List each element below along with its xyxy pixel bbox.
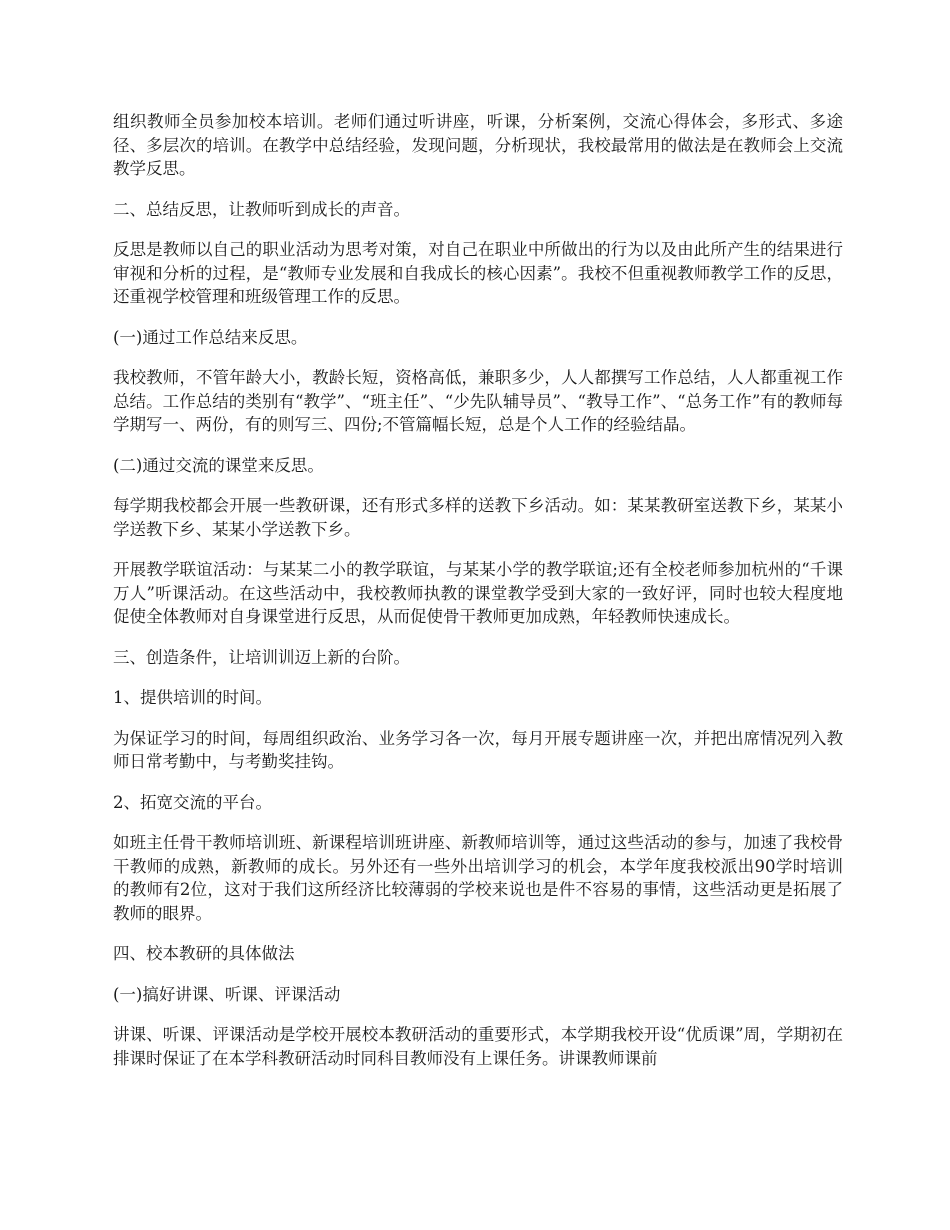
section-heading: 二、总结反思，让教师听到成长的声音。	[113, 199, 410, 219]
body-paragraph: 反思是教师以自己的职业活动为思考对策，对自己在职业中所做出的行为以及由此所产生的结果进行审视和分析的过程，是“教师专业发展和自我成长的核心因素”。我校不但重视教师教学工作的反思，还重视学校管理和班级管理工作的反思。	[113, 240, 843, 306]
subsection-heading: (一)搞好讲课、听课、评课活动	[113, 984, 341, 1004]
body-paragraph: 每学期我校都会开展一些教研课，还有形式多样的送教下乡活动。如：某某教研室送教下乡，某某小学送教下乡、某某小学送教下乡。	[113, 496, 843, 539]
body-paragraph: 我校教师，不管年龄大小，教龄长短，资格高低，兼职多少，人人都撰写工作总结，人人都重视工作总结。工作总结的类别有“教学”、“班主任”、“少先队辅导员”、“教导工作”、“总务工作”有的教师每学期写一、两份，有的则写三、四份;不管篇幅长短，总是个人工作的经验结晶。	[113, 368, 843, 434]
body-paragraph: 组织教师全员参加校本培训。老师们通过听讲座，听课，分析案例，交流心得体会，多形式、多途径、多层次的培训。在教学中总结经验，发现问题，分析现状，我校最常用的做法是在教师会上交流教学反思。	[113, 112, 843, 178]
subsection-heading: 2、拓宽交流的平台。	[113, 792, 272, 812]
subsection-heading: (一)通过工作总结来反思。	[113, 327, 308, 347]
section-heading: 四、校本教研的具体做法	[113, 944, 295, 963]
section-heading: 三、创造条件，让培训训迈上新的台阶。	[113, 647, 410, 667]
subsection-heading: 1、提供培训的时间。	[113, 688, 272, 707]
body-paragraph: 讲课、听课、评课活动是学校开展校本教研活动的重要形式，本学期我校开设“优质课”周，学期初在排课时保证了在本学科教研活动时同科目教师没有上课任务。讲课教师课前	[113, 1025, 843, 1068]
subsection-heading: (二)通过交流的课堂来反思。	[113, 455, 324, 475]
body-paragraph: 开展教学联谊活动：与某某二小的教学联谊，与某某小学的教学联谊;还有全校老师参加杭州的“千课万人”听课活动。在这些活动中，我校教师执教的课堂教学受到大家的一致好评，同时也较大程度地促使全体教师对自身课堂进行反思，从而促使骨干教师更加成熟，年轻教师快速成长。	[113, 560, 843, 626]
document-page	[113, 110, 843, 1087]
body-paragraph: 如班主任骨干教师培训班、新课程培训班讲座、新教师培训等，通过这些活动的参与，加速了我校骨干教师的成熟，新教师的成长。另外还有一些外出培训学习的机会，本学年度我校派出90学时培训的教师有2位，这对于我们这所经济比较薄弱的学校来说也是件不容易的事情，这些活动更是拓展了教师的眼界。	[113, 833, 843, 923]
body-paragraph: 为保证学习的时间，每周组织政治、业务学习各一次，每月开展专题讲座一次，并把出席情况列入教师日常考勤中，与考勤奖挂钩。	[113, 728, 843, 771]
